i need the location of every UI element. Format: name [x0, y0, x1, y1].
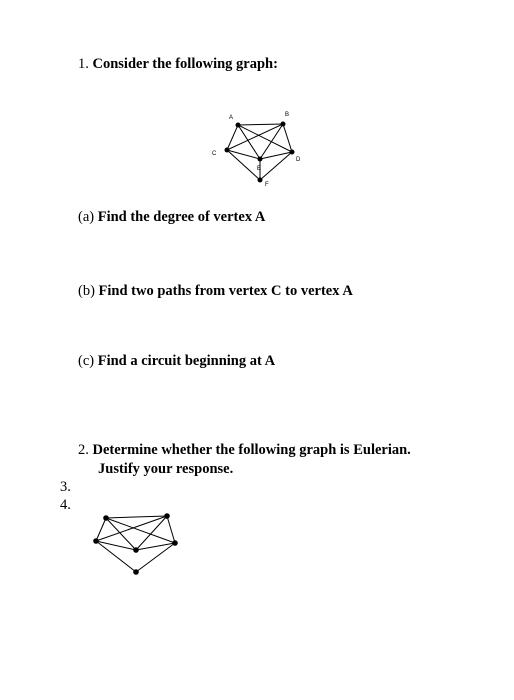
- question-1a: [78, 208, 265, 226]
- vertex-c-label: C: [212, 151, 217, 157]
- g2-vertex-3: [93, 538, 99, 544]
- vertex-d-label: D: [296, 157, 301, 163]
- question-2-line1: Determine whether the following graph is Eulerian.: [92, 442, 411, 458]
- vertex-d: [290, 150, 295, 155]
- vertex-e-label: E: [257, 166, 262, 172]
- vertex-a: [236, 123, 241, 128]
- question-1a-label: (a): [78, 209, 95, 225]
- vertex-c: [225, 148, 230, 153]
- g2-vertex-5: [133, 547, 139, 553]
- g2-edge-4: [106, 518, 136, 550]
- g2-edge-11: [136, 543, 175, 572]
- graph-2-vertices: [93, 513, 178, 575]
- g2-vertex-1: [103, 515, 109, 521]
- list-marker-3: 3.: [60, 479, 71, 495]
- edge-e-d: [260, 152, 292, 159]
- vertex-a-label: A: [229, 115, 234, 121]
- question-1b: [78, 282, 353, 300]
- question-1-number: 1.: [78, 56, 89, 72]
- question-1-text: Consider the following graph:: [92, 56, 278, 72]
- g2-vertex-2: [164, 513, 170, 519]
- question-1a-text: Find the degree of vertex A: [97, 209, 266, 225]
- g2-edge-6: [167, 516, 175, 543]
- question-1c-label: (c): [78, 353, 95, 369]
- edge-a-b: [238, 124, 283, 125]
- list-marker-4: 4.: [60, 497, 71, 513]
- edge-a-d: [238, 125, 292, 152]
- vertex-b-label: B: [285, 112, 290, 118]
- question-1b-text: Find two paths from vertex C to vertex A: [98, 283, 353, 299]
- question-1b-label: (b): [78, 283, 95, 299]
- g2-edge-1: [106, 516, 167, 518]
- question-2-number: 2.: [78, 442, 89, 458]
- vertex-b: [281, 122, 286, 127]
- edge-a-c: [227, 125, 238, 150]
- question-2-title: [78, 441, 411, 459]
- g2-edge-3: [106, 518, 175, 543]
- question-2-line2: Justify your response.: [98, 461, 234, 477]
- question-1c: [78, 352, 275, 370]
- g2-vertex-4: [172, 540, 178, 546]
- vertex-f: [258, 178, 263, 183]
- vertex-e: [258, 157, 263, 162]
- g2-vertex-6: [133, 569, 139, 575]
- question-1c-text: Find a circuit beginning at A: [97, 353, 276, 369]
- vertex-f-label: F: [265, 182, 269, 188]
- graph-2-edges: [96, 516, 175, 572]
- edge-d-f: [260, 152, 292, 180]
